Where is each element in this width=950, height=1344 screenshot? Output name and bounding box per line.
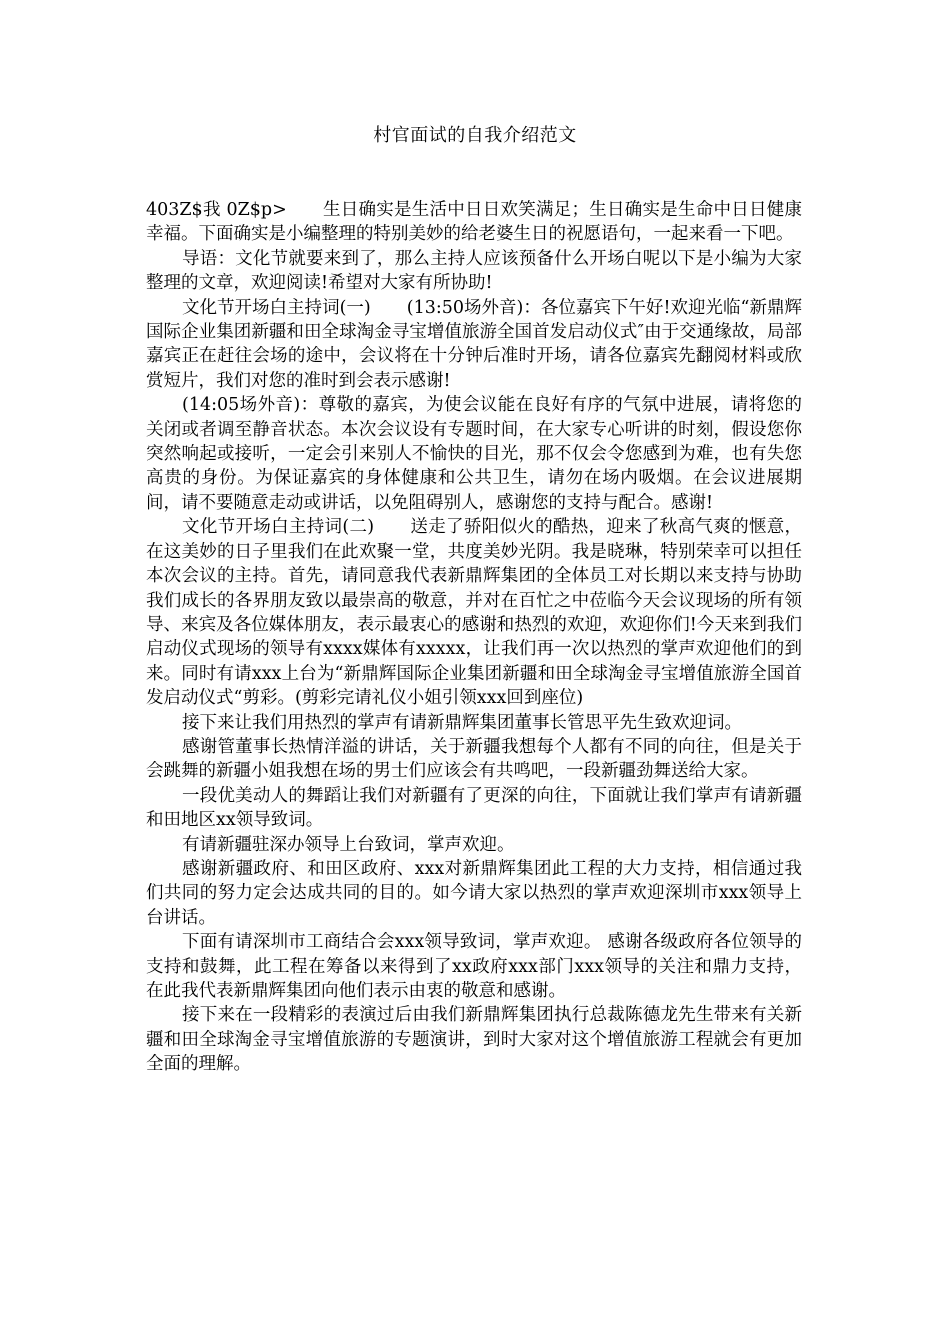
paragraph-11	[146, 930, 802, 1003]
paragraph-7	[146, 735, 802, 784]
paragraph-9	[146, 833, 802, 857]
paragraph-lead: 文化节开场白主持词(二)	[182, 517, 375, 538]
paragraph-5	[146, 515, 802, 710]
paragraph-text: 感谢新疆政府、和田区政府、xxx对新鼎辉集团此工程的大力支持，相信通过我们共同的努力定会达成共同的目的。如今请大家以热烈的掌声欢迎深圳市xxx领导上台讲话。	[146, 858, 802, 928]
paragraph-text: 下面有请深圳市工商结合会xxx领导致词，掌声欢迎。 感谢各级政府各位领导的支持和鼓舞，此工程在筹备以来得到了xx政府xxx部门xxx领导的关注和鼎力支持，在此我代表新鼎辉集团向他们表示由衷的敬意和感谢。	[146, 932, 802, 1001]
paragraph-text: 接下来在一段精彩的表演过后由我们新鼎辉集团执行总裁陈德龙先生带来有关新疆和田全球淘金寻宝增值旅游的专题演讲，到时大家对这个增值旅游工程就会有更加全面的理解。	[146, 1005, 802, 1075]
paragraph-text: 有请新疆驻深办领导上台致词，掌声欢迎。	[182, 834, 515, 855]
paragraph-4	[146, 393, 802, 515]
paragraph-12	[146, 1003, 802, 1076]
paragraph-text: (14:05场外音)：尊敬的嘉宾，为使会议能在良好有序的气氛中进展，请将您的关闭或者调至静音状态。本次会议设有专题时间，在大家专心听讲的时刻，假设您你突然响起或接听，一定会引来别人不愉快的目光，那不仅会令您感到为难，也有失您高贵的身份。为保证嘉宾的身体健康和公共卫生，请勿在场内吸烟。在会议进展期间，请不要随意走动或讲话，以免阻碍别人，感谢您的支持与配合。感谢!	[146, 395, 802, 513]
paragraph-text: 一段优美动人的舞蹈让我们对新疆有了更深的向往，下面就让我们掌声有请新疆和田地区xx领导致词。	[146, 785, 802, 831]
paragraph-text: 生日确实是生活中日日欢笑满足；生日确实是生命中日日健康幸福。下面确实是小编整理的特别美妙的给老婆生日的祝愿语句，一起来看一下吧。	[146, 200, 802, 245]
document-body	[146, 198, 802, 1077]
document-title: 村官面试的自我介绍范文	[373, 125, 577, 146]
paragraph-lead: 403Z$我 0Z$p>	[146, 200, 287, 220]
paragraph-2	[146, 247, 802, 296]
paragraph-3	[146, 296, 802, 394]
paragraph-6	[146, 711, 802, 735]
paragraph-10	[146, 857, 802, 930]
paragraph-1	[146, 198, 802, 247]
paragraph-lead: 文化节开场白主持词(一)	[182, 297, 371, 318]
paragraph-text: 接下来让我们用热烈的掌声有请新鼎辉集团董事长管思平先生致欢迎词。	[182, 712, 742, 733]
paragraph-8	[146, 784, 802, 833]
paragraph-text: 送走了骄阳似火的酷热，迎来了秋高气爽的惬意，在这美妙的日子里我们在此欢聚一堂，共度美妙光阴。我是晓琳，特别荣幸可以担任本次会议的主持。首先，请同意我代表新鼎辉集团的全体员工对长期以来支持与协助我们成长的各界朋友致以最崇高的敬意，并对在百忙之中莅临今天会议现场的所有领导、来宾及各位媒体朋友，表示最衷心的感谢和热烈的欢迎，欢迎你们!今天来到我们启动仪式现场的领导有xxxx媒体有xxxxx，让我们再一次以热烈的掌声欢迎他们的到来。同时有请xxx上台为“新鼎辉国际企业集团新疆和田全球淘金寻宝增值旅游全国首发启动仪式“剪彩。(剪彩完请礼仪小姐引领xxx回到座位)	[146, 517, 803, 709]
paragraph-text: 导语：文化节就要来到了，那么主持人应该预备什么开场白呢以下是小编为大家整理的文章，欢迎阅读!希望对大家有所协助!	[146, 248, 802, 294]
paragraph-text: 感谢管董事长热情洋溢的讲话，关于新疆我想每个人都有不同的向往，但是关于会跳舞的新疆小姐我想在场的男士们应该会有共鸣吧，一段新疆劲舞送给大家。	[146, 736, 802, 782]
paragraph-text: (13:50场外音)：各位嘉宾下午好!欢迎光临“新鼎辉国际企业集团新疆和田全球淘金寻宝增值旅游全国首发启动仪式″由于交通缘故，局部嘉宾正在赶往会场的途中，会议将在十分钟后准时开场，请各位嘉宾先翻阅材料或欣赏短片，我们对您的准时到会表示感谢!	[146, 297, 802, 391]
